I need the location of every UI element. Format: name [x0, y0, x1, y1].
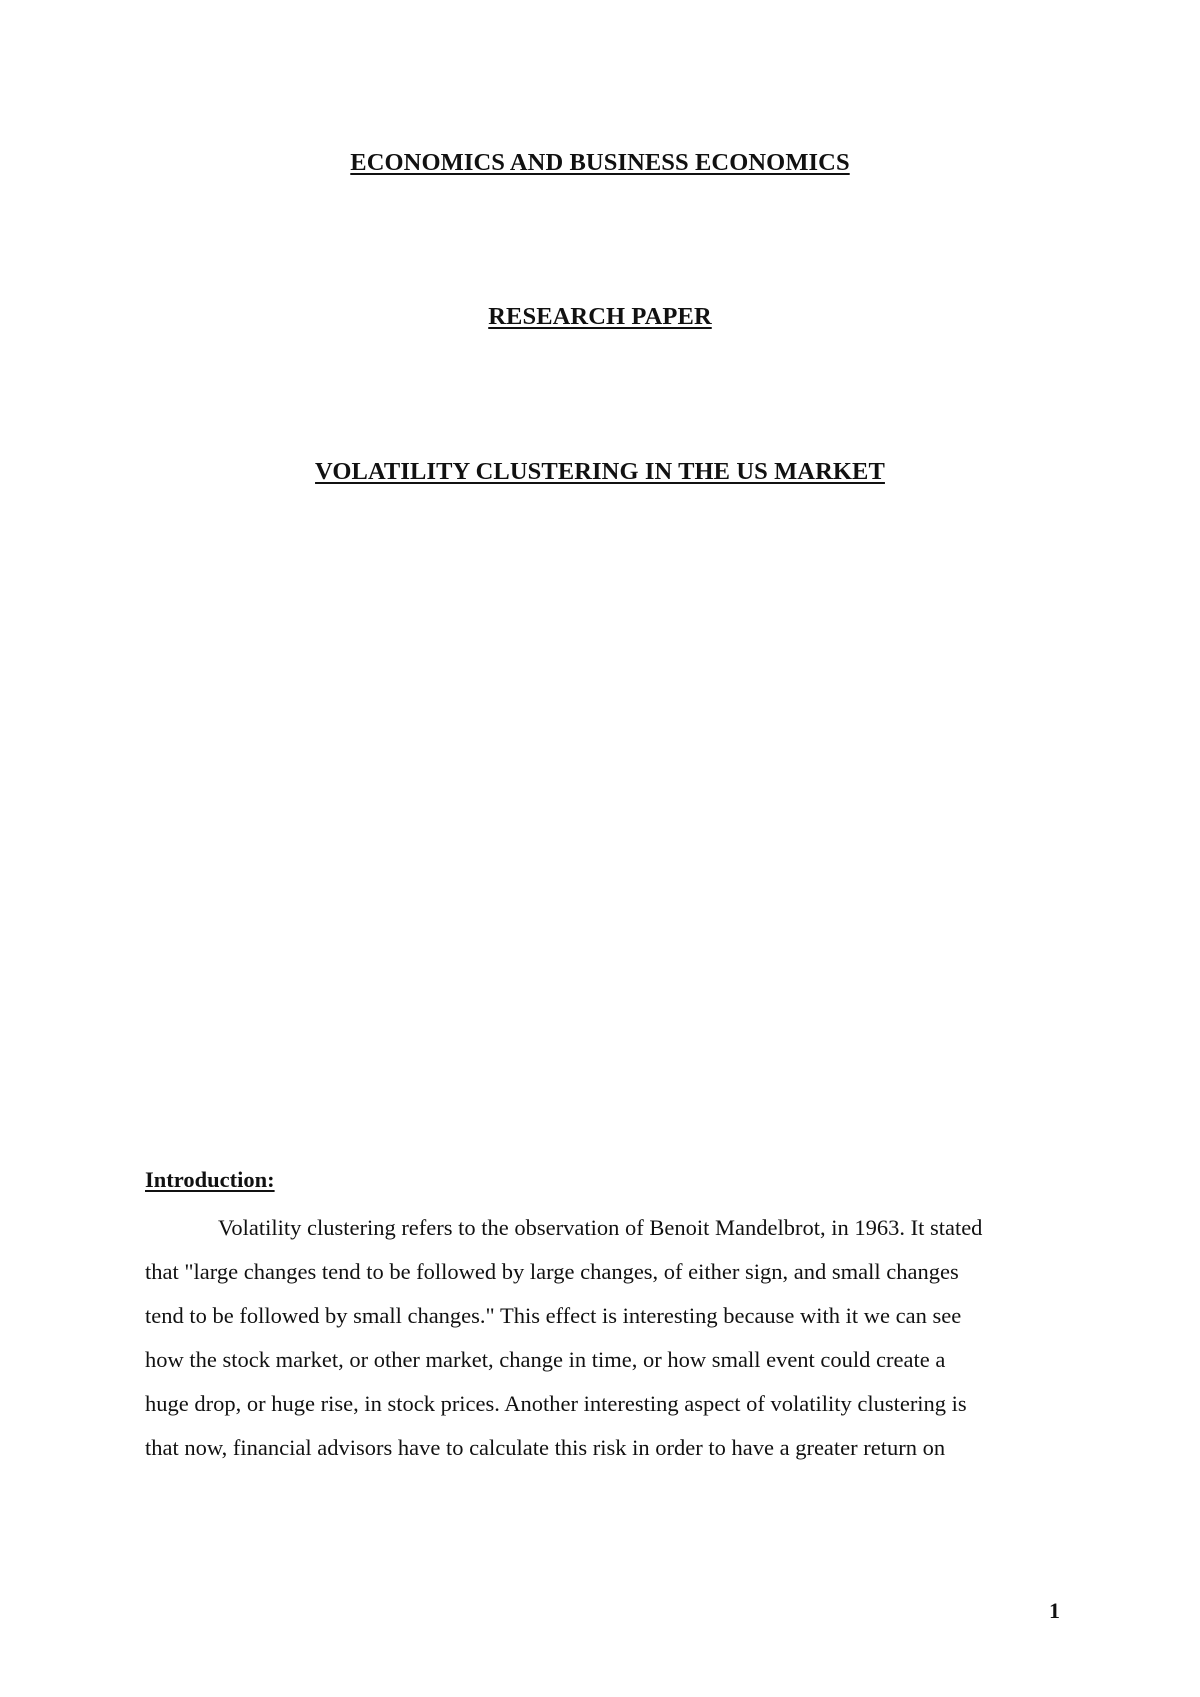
paragraph-line: how the stock market, or other market, change in time, or how small event could create a — [145, 1347, 946, 1372]
document-type-heading: RESEARCH PAPER — [488, 303, 712, 330]
paragraph-line: that "large changes tend to be followed by large changes, of either sign, and small changes — [145, 1259, 959, 1284]
introduction-heading: Introduction: — [145, 1167, 275, 1192]
paper-title: VOLATILITY CLUSTERING IN THE US MARKET — [315, 458, 885, 485]
introduction-body — [145, 1206, 1065, 1470]
paragraph-line: Volatility clustering refers to the observation of Benoit Mandelbrot, in 1963. It stated — [218, 1215, 983, 1240]
paragraph-line: tend to be followed by small changes." This effect is interesting because with it we can see — [145, 1303, 962, 1328]
paragraph-line: huge drop, or huge rise, in stock prices. Another interesting aspect of volatility clustering is — [145, 1391, 967, 1416]
page-number: 1 — [1049, 1598, 1060, 1623]
paragraph-line: that now, financial advisors have to calculate this risk in order to have a greater return on — [145, 1435, 946, 1460]
department-heading: ECONOMICS AND BUSINESS ECONOMICS — [350, 149, 850, 176]
